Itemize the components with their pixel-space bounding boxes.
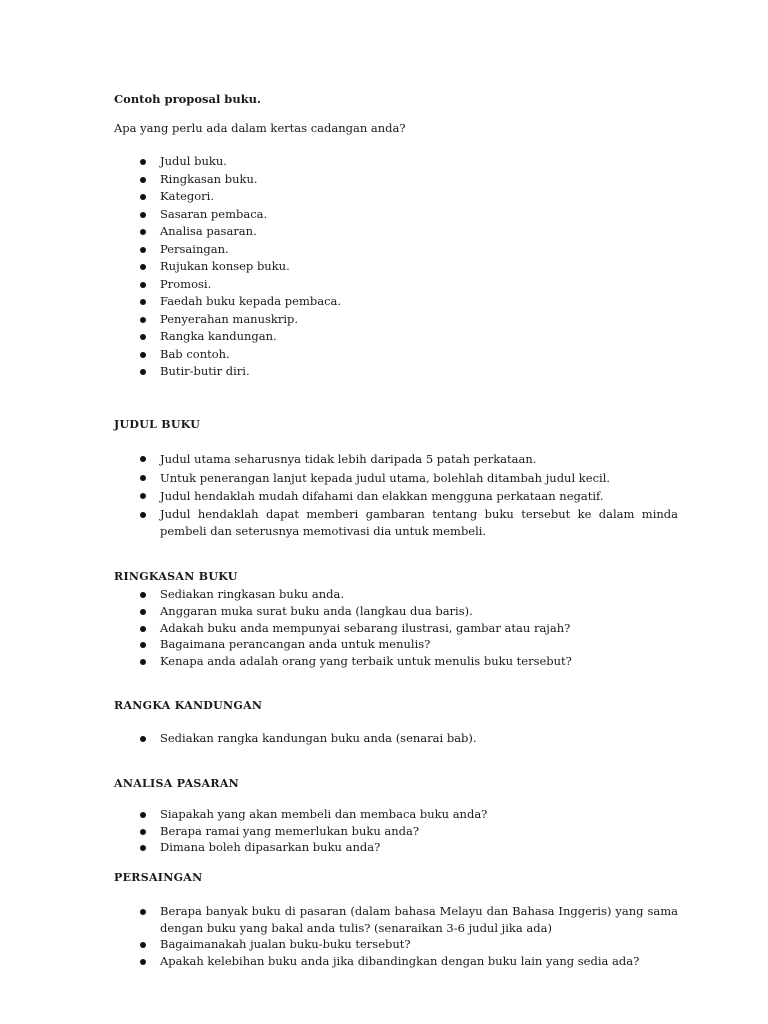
list-item: Sasaran pembaca. (160, 206, 678, 224)
list-item: Apakah kelebihan buku anda jika dibandingkan dengan buku lain yang sedia ada? (160, 953, 678, 970)
list-item: Dimana boleh dipasarkan buku anda? (160, 839, 678, 856)
section-list-judul-buku (160, 450, 678, 540)
list-item: Adakah buku anda mempunyai sebarang ilustrasi, gambar atau rajah? (160, 620, 678, 637)
list-item: Butir-butir diri. (160, 363, 678, 381)
section-list-rangka-kandungan (160, 730, 678, 748)
list-item: Bab contoh. (160, 346, 678, 364)
section-heading-rangka-kandungan: RANGKA KANDUNGAN (114, 699, 263, 712)
section-heading-judul-buku: JUDUL BUKU (114, 418, 201, 431)
list-item: Bagaimana perancangan anda untuk menulis? (160, 636, 678, 653)
list-item: Berapa banyak buku di pasaran (dalam bahasa Melayu dan Bahasa Inggeris) yang sama dengan buku yang bakal anda tulis? (senaraikan 3-6 judul jika ada) (160, 904, 678, 935)
list-item: Untuk penerangan lanjut kepada judul utama, bolehlah ditambah judul kecil. (160, 469, 678, 488)
list-item: Bagaimanakah jualan buku-buku tersebut? (160, 936, 678, 953)
list-item: Faedah buku kepada pembaca. (160, 293, 678, 311)
list-item: Sediakan rangka kandungan buku anda (senarai bab). (160, 730, 678, 748)
list-item: Analisa pasaran. (160, 223, 678, 241)
list-item: Berapa ramai yang memerlukan buku anda? (160, 823, 678, 840)
list-item: Rangka kandungan. (160, 328, 678, 346)
section-heading-analisa-pasaran: ANALISA PASARAN (114, 777, 240, 790)
list-item: Penyerahan manuskrip. (160, 311, 678, 329)
list-item: Judul utama seharusnya tidak lebih daripada 5 patah perkataan. (160, 450, 678, 469)
list-item: Kategori. (160, 188, 678, 206)
list-item: Judul buku. (160, 153, 678, 171)
list-item: Sediakan ringkasan buku anda. (160, 586, 678, 603)
intro-question: Apa yang perlu ada dalam kertas cadangan anda? (114, 121, 406, 135)
document-title: Contoh proposal buku. (114, 92, 262, 106)
section-list-persaingan (160, 903, 678, 969)
list-item: Judul hendaklah mudah difahami dan elakkan mengguna perkataan negatif. (160, 487, 678, 506)
list-item: Persaingan. (160, 241, 678, 259)
list-item: Judul hendaklah dapat memberi gambaran tentang buku tersebut ke dalam minda pembeli dan seterusnya memotivasi dia untuk membeli. (160, 506, 678, 538)
section-list-ringkasan-buku (160, 586, 678, 670)
list-item: Siapakah yang akan membeli dan membaca buku anda? (160, 806, 678, 823)
section-list-analisa-pasaran (160, 806, 678, 856)
list-item: Anggaran muka surat buku anda (langkau dua baris). (160, 603, 678, 620)
section-heading-ringkasan-buku: RINGKASAN BUKU (114, 570, 238, 583)
section-heading-persaingan: PERSAINGAN (114, 871, 203, 884)
overview-list (160, 153, 678, 381)
list-item: Ringkasan buku. (160, 171, 678, 189)
list-item: Promosi. (160, 276, 678, 294)
list-item: Rujukan konsep buku. (160, 258, 678, 276)
list-item: Kenapa anda adalah orang yang terbaik untuk menulis buku tersebut? (160, 653, 678, 670)
